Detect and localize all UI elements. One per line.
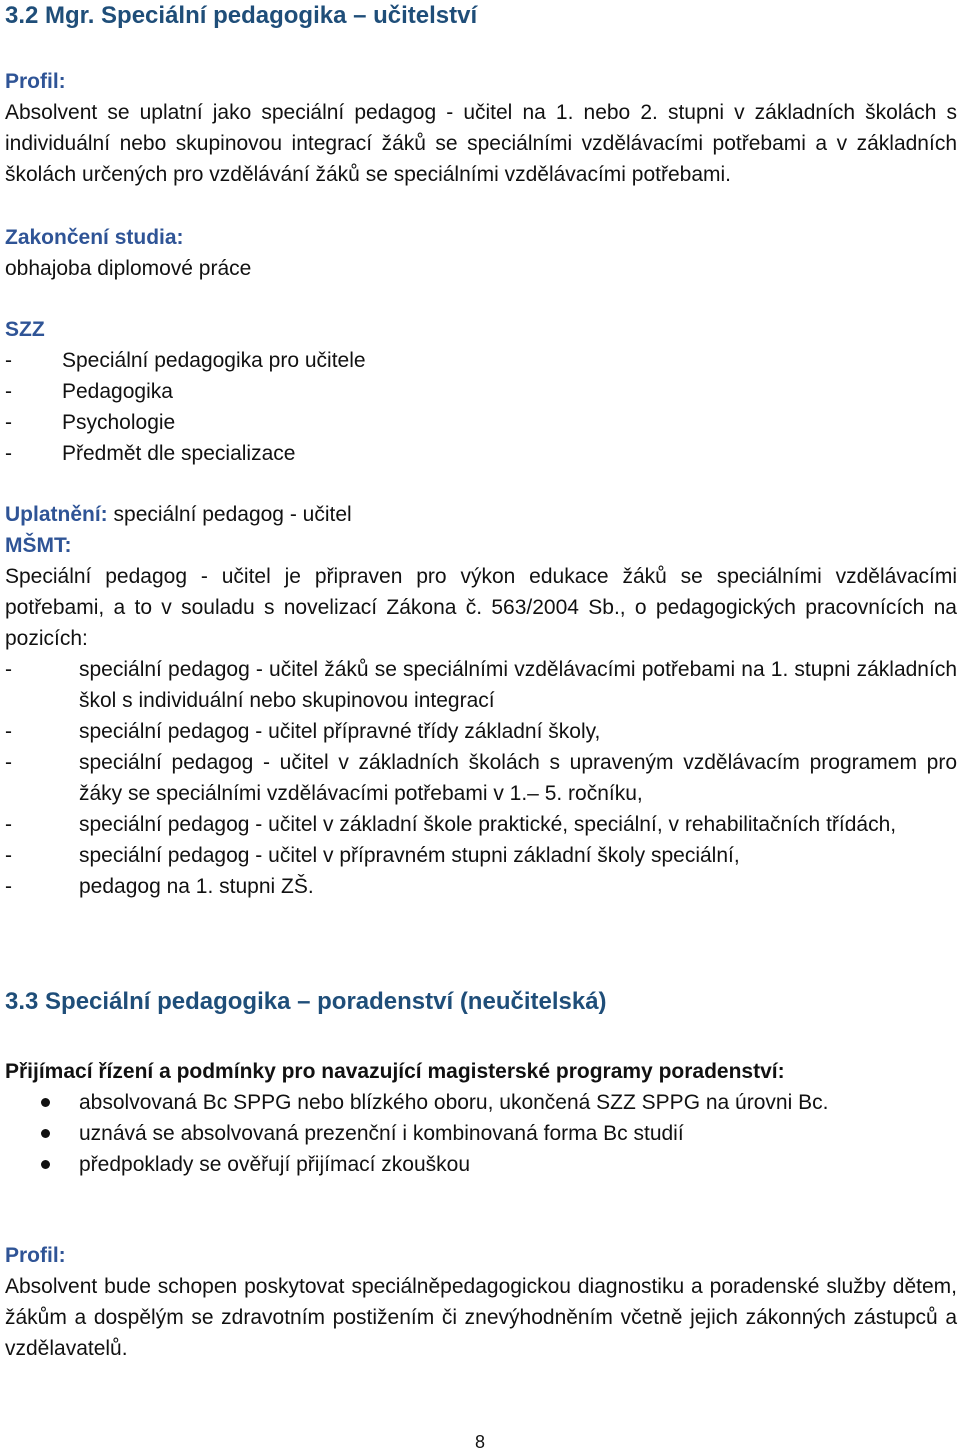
list-item: - Předmět dle specializace — [5, 442, 296, 465]
list-item: - speciální pedagog - učitel v základních školách s upraveným vzdělávacím programem pro žáky se speciálními vzdělávacími potřebami v 1.– 5. ročníku, — [5, 751, 957, 805]
list-item: - pedagog na 1. stupni ZŠ. — [5, 875, 314, 898]
msmt-label: MŠMT: — [5, 534, 72, 557]
uplatneni-text: speciální pedagog - učitel — [113, 503, 352, 526]
list-item: - Speciální pedagogika pro učitele — [5, 349, 366, 372]
uplatneni-block — [5, 499, 957, 902]
szz-label: SZZ — [5, 318, 45, 341]
profil2-block — [5, 1240, 957, 1364]
profil-block — [5, 66, 957, 190]
uplatneni-label: Uplatnění: — [5, 503, 108, 526]
profil2-label: Profil: — [5, 1244, 66, 1267]
list-item: - Psychologie — [5, 411, 176, 434]
szz-list — [5, 345, 957, 469]
szz-block — [5, 314, 957, 469]
list-item: - speciální pedagog - učitel v základní škole praktické, speciální, v rehabilitačních třídách, — [5, 813, 897, 836]
profil2-text: Absolvent bude schopen poskytovat speciálněpedagogickou diagnostiku a poradenské služby dětem, žákům a dospělým se zdravotním postižením či znevýhodněním včetně jejich zákonných zástupců a vzdělavatelů. — [5, 1275, 957, 1360]
zakonceni-text: obhajoba diplomové práce — [5, 257, 252, 280]
msmt-text: Speciální pedagog - učitel je připraven pro výkon edukace žáků se speciálními vzdělávacími potřebami, a to v souladu s novelizací Zákona č. 563/2004 Sb., o pedagogických pracovnících na pozicích: — [5, 565, 957, 650]
profil-label: Profil: — [5, 70, 66, 93]
msmt-list — [5, 654, 957, 902]
section-3-2-title: 3.2 Mgr. Speciální pedagogika – učitelství — [5, 2, 478, 29]
list-item: - speciální pedagog - učitel v přípravném stupni základní školy speciální, — [5, 844, 740, 867]
zakonceni-block — [5, 222, 957, 284]
list-item: - Pedagogika — [5, 380, 173, 403]
bullet-icon — [41, 1129, 50, 1138]
section-3-3-title: 3.3 Speciální pedagogika – poradenství (neučitelská) — [5, 988, 607, 1015]
list-item: - speciální pedagog - učitel žáků se speciálními vzdělávacími potřebami na 1. stupni základních škol s individuální nebo skupinovou integrací — [5, 658, 957, 712]
list-item: - speciální pedagog - učitel přípravné třídy základní školy, — [5, 720, 601, 743]
bullet-icon — [41, 1160, 50, 1169]
zakonceni-label: Zakončení studia: — [5, 226, 184, 249]
prijimaci-block — [5, 1056, 957, 1180]
prijimaci-list — [5, 1087, 957, 1180]
list-item: absolvovaná Bc SPPG nebo blízkého oboru, ukončená SZZ SPPG na úrovni Bc. — [5, 1087, 957, 1118]
list-item: uznává se absolvovaná prezenční i kombinovaná forma Bc studií — [5, 1118, 957, 1149]
prijimaci-label: Přijímací řízení a podmínky pro navazující magisterské programy poradenství: — [5, 1060, 785, 1083]
page-number: 8 — [474, 1432, 485, 1452]
bullet-icon — [41, 1098, 50, 1107]
list-item: předpoklady se ověřují přijímací zkouškou — [5, 1149, 957, 1180]
profil-text: Absolvent se uplatní jako speciální pedagog - učitel na 1. nebo 2. stupni v základních školách s individuální nebo skupinovou integrací žáků se speciálními vzdělávacími potřebami a v základních školách určených pro vzdělávání žáků se speciálními vzdělávacími potřebami. — [5, 101, 957, 186]
